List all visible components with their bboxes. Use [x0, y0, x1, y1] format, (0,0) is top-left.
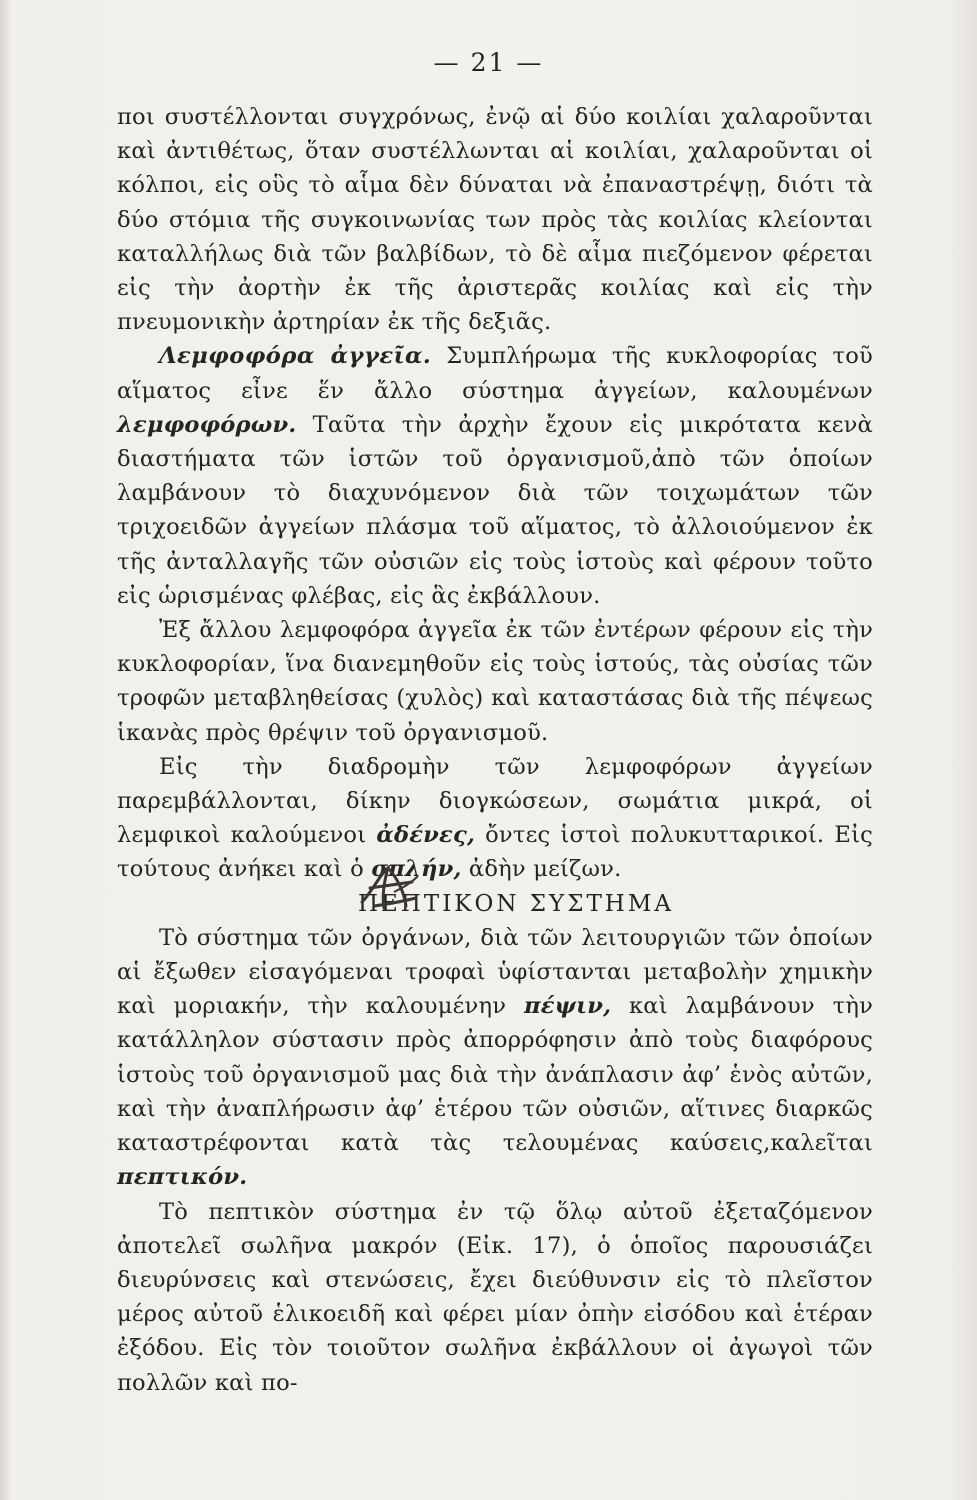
glands-text-2: ὄντες ἱστοὶ πολυκυτταρικοί. Εἰς τούτους ἀνήκει καὶ ὁ	[117, 822, 873, 883]
glands-text-3: ἀδὴν μείζων.	[461, 856, 622, 883]
glands-term-2: σπλήν,	[371, 856, 462, 883]
ink-stamp-icon	[354, 862, 426, 914]
digest-term-1: πέψιν,	[523, 993, 612, 1020]
lymph-term: λεμφοφόρων.	[117, 411, 297, 438]
lymph-text-2: Ταῦτα τὴν ἀρχὴν ἔχουν εἰς μικρότατα κενὰ διαστήματα τῶν ἱστῶν τοῦ ὀργανισμοῦ,ἀπὸ τῶν ὁποίων λαμβάνουν τὸ διαχυνόμενον διὰ τῶν τοιχωμάτων τῶν τριχοειδῶν ἀγγείων πλάσμα τοῦ αἵματος, τὸ ἀλλοιούμενον ἐκ τῆς ἀνταλλαγῆς τῶν οὐσιῶν εἰς τοὺς ἱστοὺς καὶ φέρουν τοῦτο εἰς ὡρισμένας φλέβας, εἰς ἃς ἐκβάλλουν.	[117, 411, 873, 609]
lymph-text-1: Συμπλήρωμα τῆς κυκλοφορίας τοῦ αἵματος εἶνε ἕν ἄλλο σύστημα ἀγγείων, καλουμένων	[117, 343, 873, 404]
lymph-heading: Λεμφοφόρα ἀγγεῖα.	[159, 343, 432, 370]
paragraph-lymph-intestine: Ἐξ ἄλλου λεμφοφόρα ἀγγεῖα ἐκ τῶν ἐντέρων φέρουν εἰς τὴν κυκλοφορίαν, ἵνα διανεμηθοῦν εἰς τοὺς ἱστούς, τὰς οὐσίας τῶν τροφῶν μεταβληθείσας (χυλὸς) καὶ καταστάσας διὰ τῆς πέψεως ἱκανὰς πρὸς θρέψιν τοῦ ὀργανισμοῦ.	[117, 617, 873, 746]
paragraph-lymph-vessels	[117, 339, 873, 613]
section-title: ΠΕΠΤΙΚΟΝ ΣΥΣΤΗΜΑ	[357, 890, 675, 917]
body-text	[117, 100, 873, 1400]
digest-text-2: καὶ λαμβάνουν τὴν κατάλληλον σύστασιν πρὸς ἀπορρόφησιν ἀπὸ τοὺς διαφόρους ἱστοὺς τοῦ ὀργανισμοῦ μας διὰ τὴν ἀνάπλασιν ἀφ’ ἑνὸς αὐτῶν, καὶ τὴν ἀναπλήρωσιν ἀφ’ ἑτέρου τῶν οὐσιῶν, αἵτινες διαρκῶς καταστρέφονται κατὰ τὰς τελουμένας καύσεις,καλεῖται	[117, 993, 873, 1157]
paragraph-digestive-1	[117, 921, 873, 1195]
paragraph-lymph-glands	[117, 750, 873, 887]
page-number: — 21 —	[433, 48, 544, 77]
paragraph-heart-continuation: ποι συστέλλονται συγχρόνως, ἐνῷ αἱ δύο κοιλίαι χαλαροῦνται καὶ ἀντιθέτως, ὅταν συστέλλωνται αἱ κοιλίαι, χαλαροῦνται οἱ κόλποι, εἰς οὓς τὸ αἷμα δὲν δύναται νὰ ἐπαναστρέψῃ, διότι τὰ δύο στόμια τῆς συγκοινωνίας των πρὸς τὰς κοιλίας κλείονται καταλλήλως διὰ τῶν βαλβίδων, τὸ δὲ αἷμα πιεζόμενον φέρεται εἰς τὴν ἀορτὴν ἐκ τῆς ἀριστερᾶς κοιλίας καὶ εἰς τὴν πνευμονικὴν ἀρτηρίαν ἐκ τῆς δεξιᾶς.	[117, 104, 873, 336]
glands-term-1: ἀδένες,	[376, 822, 476, 849]
digest-text-1: Τὸ σύστημα τῶν ὀργάνων, διὰ τῶν λειτουργιῶν τῶν ὁποίων αἱ ἔξωθεν εἰσαγόμεναι τροφαὶ ὑφίστανται μεταβολὴν χημικὴν καὶ μοριακήν, τὴν καλουμένην	[117, 924, 873, 1020]
paragraph-digestive-2: Τὸ πεπτικὸν σύστημα ἐν τῷ ὅλῳ αὐτοῦ ἐξεταζόμενον ἀποτελεῖ σωλῆνα μακρόν (Εἰκ. 17), ὁ ὁποῖος παρουσιάζει διευρύνσεις καὶ στενώσεις, ἔχει διεύθυνσιν εἰς τὸ πλεῖστον μέρος αὐτοῦ ἑλικοειδῆ καὶ φέρει μίαν ὀπὴν εἰσόδου καὶ ἑτέραν ἐξόδου. Εἰς τὸν τοιοῦτον σωλῆνα ἐκβάλλουν οἱ ἀγωγοὶ τῶν πολλῶν καὶ πο-	[117, 1198, 873, 1396]
glands-text-1: Εἰς τὴν διαδρομὴν τῶν λεμφοφόρων ἀγγείων παρεμβάλλονται, δίκην διογκώσεων, σωμάτια μικρά, οἱ λεμφικοὶ καλούμενοι	[117, 753, 873, 849]
digest-term-2: πεπτικόν.	[117, 1164, 248, 1191]
